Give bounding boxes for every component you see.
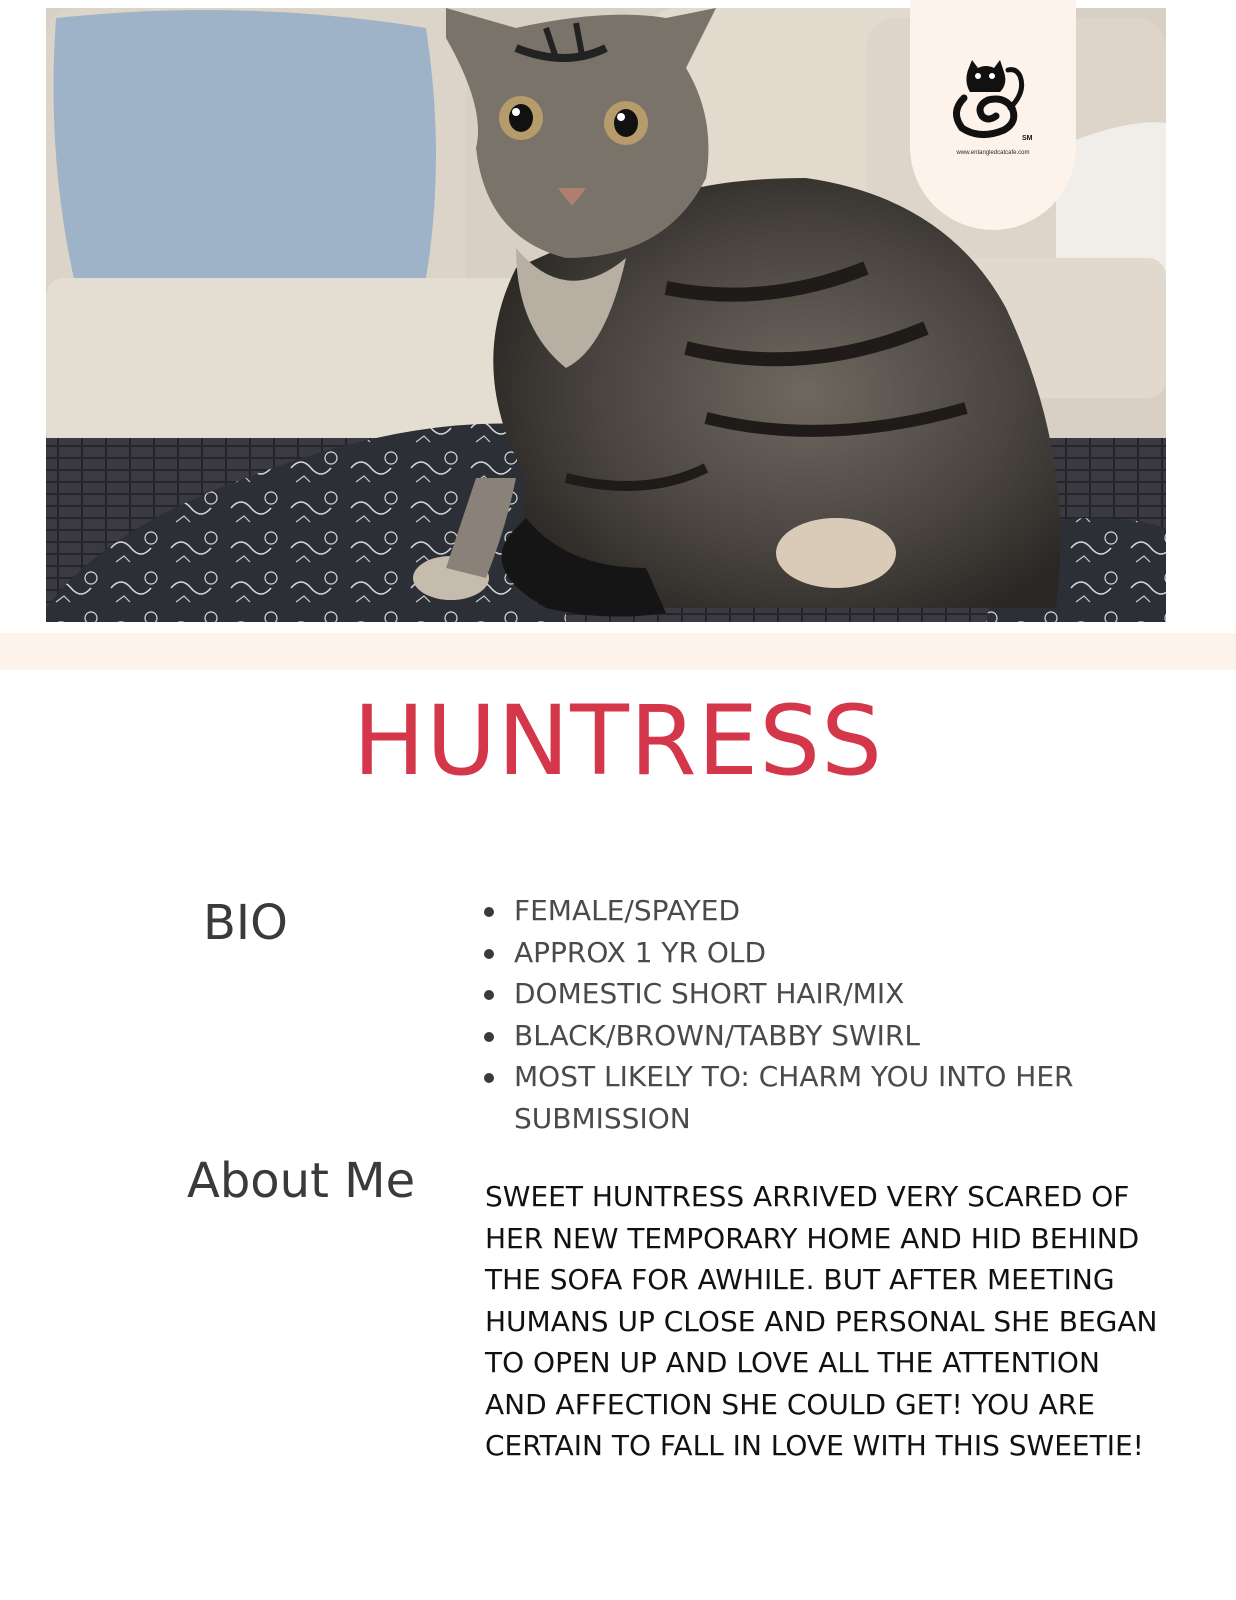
divider-band <box>0 633 1236 670</box>
bio-item-text: BLACK/BROWN/TABBY SWIRL <box>514 1018 920 1052</box>
about-me-label: About Me <box>187 1153 416 1209</box>
bio-item-text: FEMALE/SPAYED <box>514 894 741 927</box>
bullet-icon <box>484 990 494 1000</box>
bullet-icon <box>484 1073 494 1083</box>
logo-tab <box>910 0 1076 230</box>
bullet-icon <box>484 949 494 959</box>
about-me-text: SWEET HUNTRESS ARRIVED VERY SCARED OF HER NEW TEMPORARY HOME AND HID BEHIND THE SOFA FOR AWHILE. BUT AFTER MEETING HUMANS UP CLOSE AND PERSONAL SHE BEGAN TO OPEN UP AND LOVE ALL THE ATTENTION AND AFFECTION SHE COULD GET! YOU ARE CERTAIN TO FALL IN LOVE WITH THIS SWEETIE! <box>485 1180 1158 1462</box>
logo-url: www.entangledcatcafe.com <box>956 150 1030 156</box>
bio-item-text: DOMESTIC SHORT HAIR/MIX <box>514 977 905 1010</box>
bullet-icon <box>484 1032 494 1042</box>
cat-name-heading: HUNTRESS <box>352 685 884 797</box>
bio-item <box>482 1056 1172 1139</box>
bio-item <box>482 1015 1172 1057</box>
bio-item <box>482 932 1172 974</box>
bio-label: BIO <box>203 895 288 951</box>
cat-cafe-logo-icon <box>946 52 1040 144</box>
bio-item <box>482 890 1172 932</box>
bio-item-text: MOST LIKELY TO: CHARM YOU INTO HER SUBMISSION <box>514 1060 1074 1135</box>
bio-item <box>482 973 1172 1015</box>
bio-item-text: APPROX 1 YR OLD <box>514 935 767 969</box>
svg-text:SM: SM <box>1022 135 1033 142</box>
bio-list <box>482 890 1172 1139</box>
bullet-icon <box>484 907 494 917</box>
